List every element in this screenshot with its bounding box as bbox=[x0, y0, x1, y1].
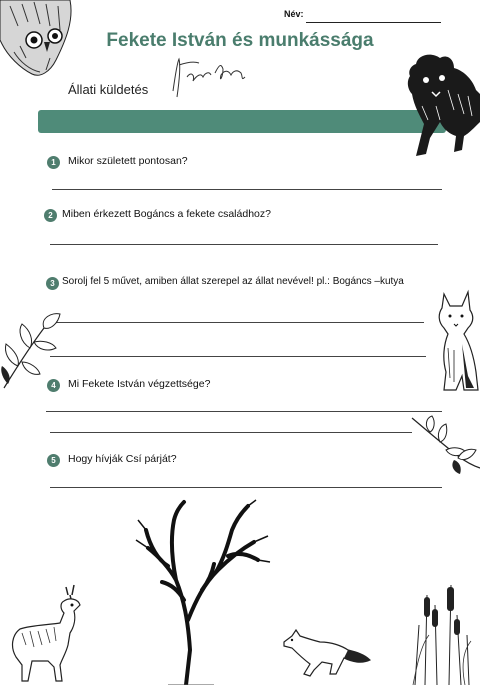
tree-icon bbox=[128, 500, 278, 685]
question-number-2: 2 bbox=[44, 209, 57, 222]
header-banner bbox=[38, 110, 446, 133]
question-number-3: 3 bbox=[46, 277, 59, 290]
page-title: Fekete István és munkássága bbox=[106, 30, 374, 51]
deer-icon bbox=[8, 585, 88, 685]
question-text-3: Sorolj fel 5 művet, amiben állat szerepel az állat nevével! pl.: Bogáncs –kutya bbox=[62, 276, 404, 287]
fox-sitting-icon bbox=[434, 288, 480, 392]
question-text-1: Mikor született pontosan? bbox=[68, 155, 188, 167]
answer-line-3a[interactable] bbox=[48, 322, 424, 323]
question-number-4: 4 bbox=[47, 379, 60, 392]
question-number-1: 1 bbox=[47, 156, 60, 169]
answer-line-4b[interactable] bbox=[50, 432, 412, 433]
name-field[interactable] bbox=[306, 22, 441, 23]
reeds-icon bbox=[405, 575, 475, 685]
subtitle: Állati küldetés bbox=[68, 82, 149, 97]
question-text-4: Mi Fekete István végzettsége? bbox=[68, 378, 211, 390]
answer-line-5[interactable] bbox=[50, 487, 442, 488]
answer-line-1[interactable] bbox=[52, 189, 442, 190]
fox-running-icon bbox=[282, 628, 370, 676]
leaf-branch-right-icon bbox=[410, 416, 480, 476]
question-text-5: Hogy hívják Csí párját? bbox=[68, 453, 177, 465]
leaf-branch-icon bbox=[0, 312, 62, 394]
answer-line-3b[interactable] bbox=[50, 356, 426, 357]
question-text-2: Miben érkezett Bogáncs a fekete családhoz? bbox=[62, 208, 271, 220]
question-number-5: 5 bbox=[47, 454, 60, 467]
name-label: Név: bbox=[284, 9, 304, 19]
dog-icon bbox=[402, 50, 480, 162]
answer-line-4a[interactable] bbox=[46, 411, 442, 412]
owl-icon bbox=[0, 0, 80, 80]
answer-line-2[interactable] bbox=[50, 244, 438, 245]
signature bbox=[165, 55, 255, 100]
